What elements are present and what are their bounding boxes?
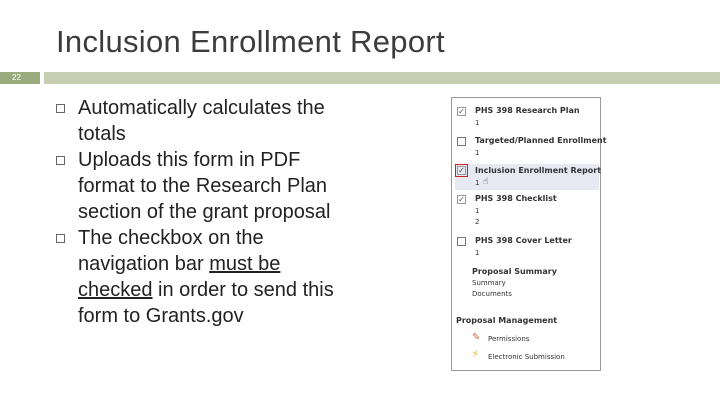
- lightning-icon: ⚡: [472, 349, 480, 360]
- nav-item-checklist[interactable]: [455, 194, 599, 230]
- slide-number: 22: [12, 73, 21, 82]
- bullet-item: [54, 225, 354, 329]
- summary-link[interactable]: Summary: [472, 279, 506, 287]
- header-bar-right: [44, 72, 720, 84]
- nav-item-label[interactable]: PHS 398 Checklist: [475, 194, 557, 203]
- checkbox-checked[interactable]: [457, 195, 466, 204]
- checkbox-checked[interactable]: [457, 107, 466, 116]
- header-bar: [0, 72, 720, 84]
- navigation-bar-screenshot: [451, 97, 607, 371]
- square-bullet-icon: [56, 156, 65, 165]
- checkbox-unchecked[interactable]: [457, 237, 466, 246]
- nav-sub-link[interactable]: 2: [475, 218, 480, 226]
- nav-item-inclusion-enrollment-report[interactable]: [455, 164, 602, 190]
- bullet-list: [54, 95, 354, 329]
- electronic-submission-link[interactable]: Electronic Submission: [488, 353, 565, 361]
- bullet-item: [54, 95, 354, 147]
- bullet-text: Uploads this form in PDF format to the Research Plan section of the grant proposal: [78, 149, 331, 223]
- nav-item-label[interactable]: PHS 398 Research Plan: [475, 106, 580, 115]
- square-bullet-icon: [56, 104, 65, 113]
- permissions-link[interactable]: Permissions: [488, 335, 530, 343]
- checkbox-checked-highlighted[interactable]: [457, 166, 466, 175]
- nav-sub-link[interactable]: 1: [475, 249, 480, 257]
- nav-sub-link[interactable]: 1: [475, 207, 480, 215]
- square-bullet-icon: [56, 234, 65, 243]
- checkmark-icon: ✓: [458, 107, 465, 116]
- pencil-icon: ✎: [472, 332, 481, 343]
- checkmark-icon: ✓: [458, 166, 465, 175]
- nav-item-targeted-enrollment[interactable]: [455, 136, 607, 160]
- proposal-management-header: Proposal Management: [456, 316, 558, 325]
- nav-sub-link[interactable]: 1: [475, 119, 480, 127]
- nav-item-label[interactable]: PHS 398 Cover Letter: [475, 236, 572, 245]
- bullet-text-post: in order to send this form to Grants.gov: [78, 279, 334, 327]
- bullet-text: Automatically calculates the totals: [78, 97, 325, 145]
- nav-item-label[interactable]: Targeted/Planned Enrollment: [475, 136, 607, 145]
- slide-title: Inclusion Enrollment Report: [56, 24, 445, 59]
- nav-item-label[interactable]: Inclusion Enrollment Report: [475, 166, 602, 175]
- nav-item-cover-letter[interactable]: [455, 236, 599, 260]
- checkbox-unchecked[interactable]: [457, 137, 466, 146]
- bullet-text-underlined: must be checked: [78, 253, 281, 301]
- header-bar-left: [0, 72, 40, 84]
- bullet-text-pre: The checkbox on the navigation bar: [78, 227, 264, 275]
- bullet-item: [54, 147, 354, 225]
- checkmark-icon: ✓: [458, 195, 465, 204]
- nav-sub-link[interactable]: 1: [475, 179, 480, 187]
- nav-item-research-plan[interactable]: [455, 106, 599, 130]
- proposal-summary-header: Proposal Summary: [472, 267, 557, 276]
- mouse-cursor-icon: ☝: [483, 177, 489, 187]
- documents-link[interactable]: Documents: [472, 290, 512, 298]
- nav-sub-link[interactable]: 1: [475, 149, 480, 157]
